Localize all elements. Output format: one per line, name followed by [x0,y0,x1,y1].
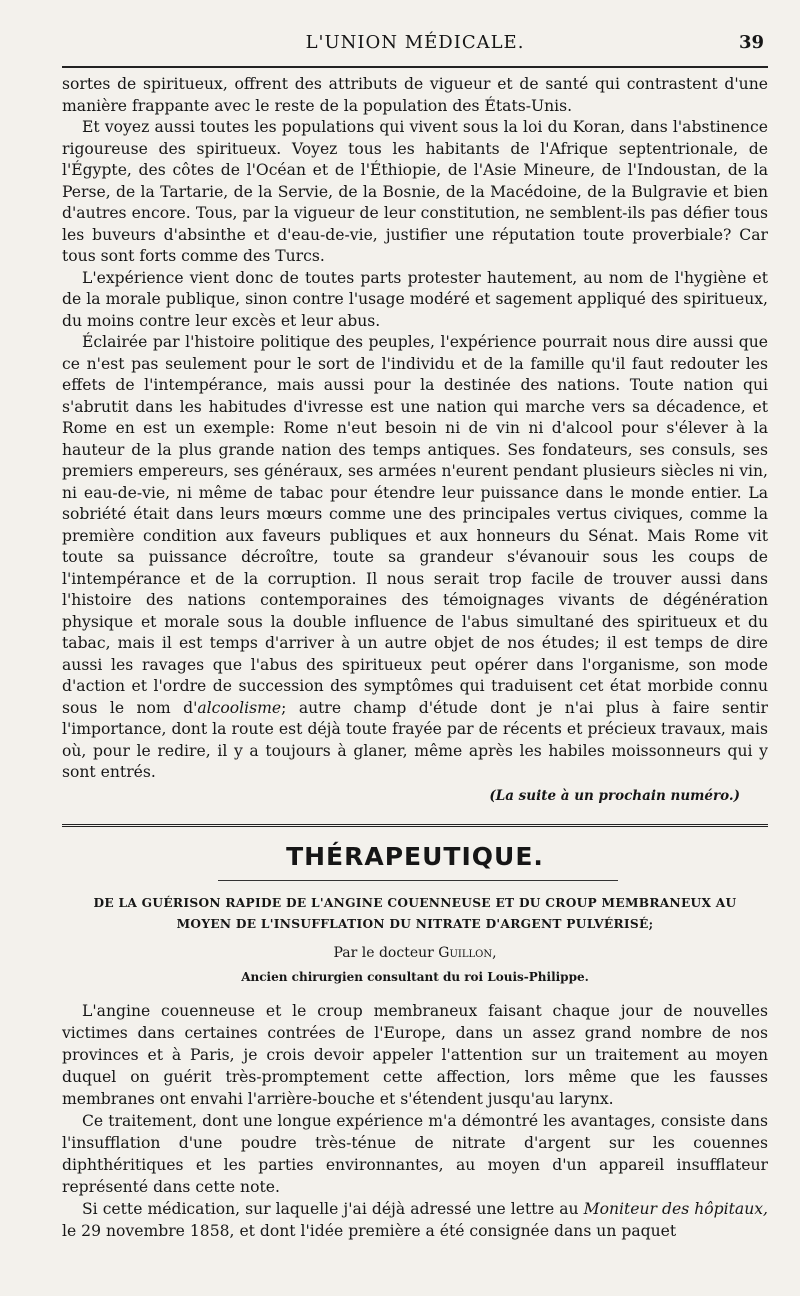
continuation-note: (La suite à un prochain numéro.) [489,787,740,804]
byline-suffix: , [492,945,497,961]
author-name: Guillon [438,945,493,961]
section-title: THÉRAPEUTIQUE. [286,842,544,871]
byline-prefix: Par le docteur [333,945,434,961]
article-body [62,1000,768,1242]
paragraph [62,1198,768,1242]
paragraph: L'angine couenneuse et le croup membraneux faisant chaque jour de nouvelles victimes dans certaines contrées de l'Europe, dans un assez grand nombre de nos provinces et à Paris, je crois devoir appeler l'attention sur un traitement au moyen duquel on guérit très-promptement cette affection, lors même que les fausses membranes ont envahi l'arrière-bouche et s'étendent jusqu'au larynx. [62,1002,768,1108]
byline [62,945,768,961]
continued-article [62,74,768,807]
paragraph: Ce traitement, dont une longue expérience m'a démontré les avantages, consiste dans l'insufflation d'une poudre très-ténue de nitrate d'argent sur les couennes diphthéritiques et les parties environnantes, au moyen d'un appareil insufflateur représenté dans cette note. [62,1112,768,1196]
paragraph-text: Si cette médication, sur laquelle j'ai déjà adressé une lettre au [82,1200,584,1218]
running-title: L'UNION MÉDICALE. [305,32,525,53]
author-affiliation: Ancien chirurgien consultant du roi Louis-Philippe. [241,970,589,984]
italic-journal-name: Moniteur des hôpitaux, [583,1200,769,1218]
header-rule [62,66,768,68]
article-title-line: DE LA GUÉRISON RAPIDE DE L'ANGINE COUENNEUSE ET DU CROUP MEMBRANEUX AU [93,896,737,910]
page-number: 39 [738,32,764,53]
italic-term: alcoolisme [197,698,282,717]
paragraph: L'expérience vient donc de toutes parts protester hautement, au nom de l'hygiène et de la morale publique, sinon contre l'usage modéré et sagement appliqué des spiritueux, du moins contre leur excès et leur abus. [62,268,768,330]
section-title-rule [218,880,618,881]
paragraph [62,332,768,784]
section-divider [62,824,768,827]
article-title-line: MOYEN DE L'INSUFFLATION DU NITRATE D'ARGENT PULVÉRISÉ; [176,917,654,931]
paragraph: Et voyez aussi toutes les populations qui vivent sous la loi du Koran, dans l'abstinence rigoureuse des spiritueux. Voyez tous les habitants de l'Afrique septentrionale, de l'Égypte, des côtes de l'Océan et de l'Éthiopie, de l'Asie Mineure, de l'Indoustan, de la Perse, de la Tartarie, de la Servie, de la Bosnie, de la Macédoine, de la Bulgravie et bien d'autres encore. Tous, par la vigueur de leur constitution, ne semblent-ils pas défier tous les buveurs d'absinthe et d'eau-de-vie, justifier une réputation toute proverbiale? Car tous sont forts comme des Turcs. [62,118,768,265]
paragraph: sortes de spiritueux, offrent des attributs de vigueur et de santé qui contrastent d'une manière frappante avec le reste de la population des États-Unis. [62,75,768,115]
article-title [62,893,768,935]
page-header [62,30,768,58]
paragraph-text: Éclairée par l'histoire politique des peuples, l'expérience pourrait nous dire aussi que ce n'est pas seulement pour le sort de l'individu et de la famille qu'il faut redouter les effets de l'intempérance, mais aussi pour la destinée des nations. Toute nation qui s'abrutit dans les habitudes d'ivresse est une nation qui marche vers sa décadence, et Rome en est un exemple: Rome n'eut besoin ni de vin ni d'alcool pour s'élever à la hauteur de la plus grande nation des temps antiques. Ses fondateurs, ses consuls, ses premiers empereurs, ses généraux, ses armées n'eurent pendant plusieurs siècles ni vin, ni eau-de-vie, ni même de tabac pour étendre leur puissance dans le monde entier. La sobriété était dans leurs mœurs comme une des principales vertus civiques, comme la première condition aux faveurs publiques et aux honneurs du Sénat. Mais Rome vit toute sa puissance décroître, toute sa grandeur s'évanouir sous les coups de l'intempérance et de la corruption. Il nous serait trop facile de trouver aussi dans l'histoire des nations contemporaines des témoignages vivants de dégénération physique et morale sous la double influence de l'abus simultané des spiritueux et du tabac, mais il est temps d'arriver à un autre objet de nos études; il est temps de dire aussi les ravages que l'abus des spiritueux peut opérer dans l'organisme, son mode d'action et l'ordre de succession des symptômes qui traduisent cet état morbide connu sous le nom d' [62,333,768,717]
paragraph-text-end: le 29 novembre 1858, et dont l'idée première a été consignée dans un paquet [62,1222,677,1240]
paragraph-text-end: ; autre champ d'étude dont je n'ai plus à faire sentir l'importance, dont la route est déjà toute frayée par de récents et précieux travaux, mais où, pour le redire, il y a toujours à glaner, même après les habiles moissonneurs qui y sont entrés. [62,698,768,781]
